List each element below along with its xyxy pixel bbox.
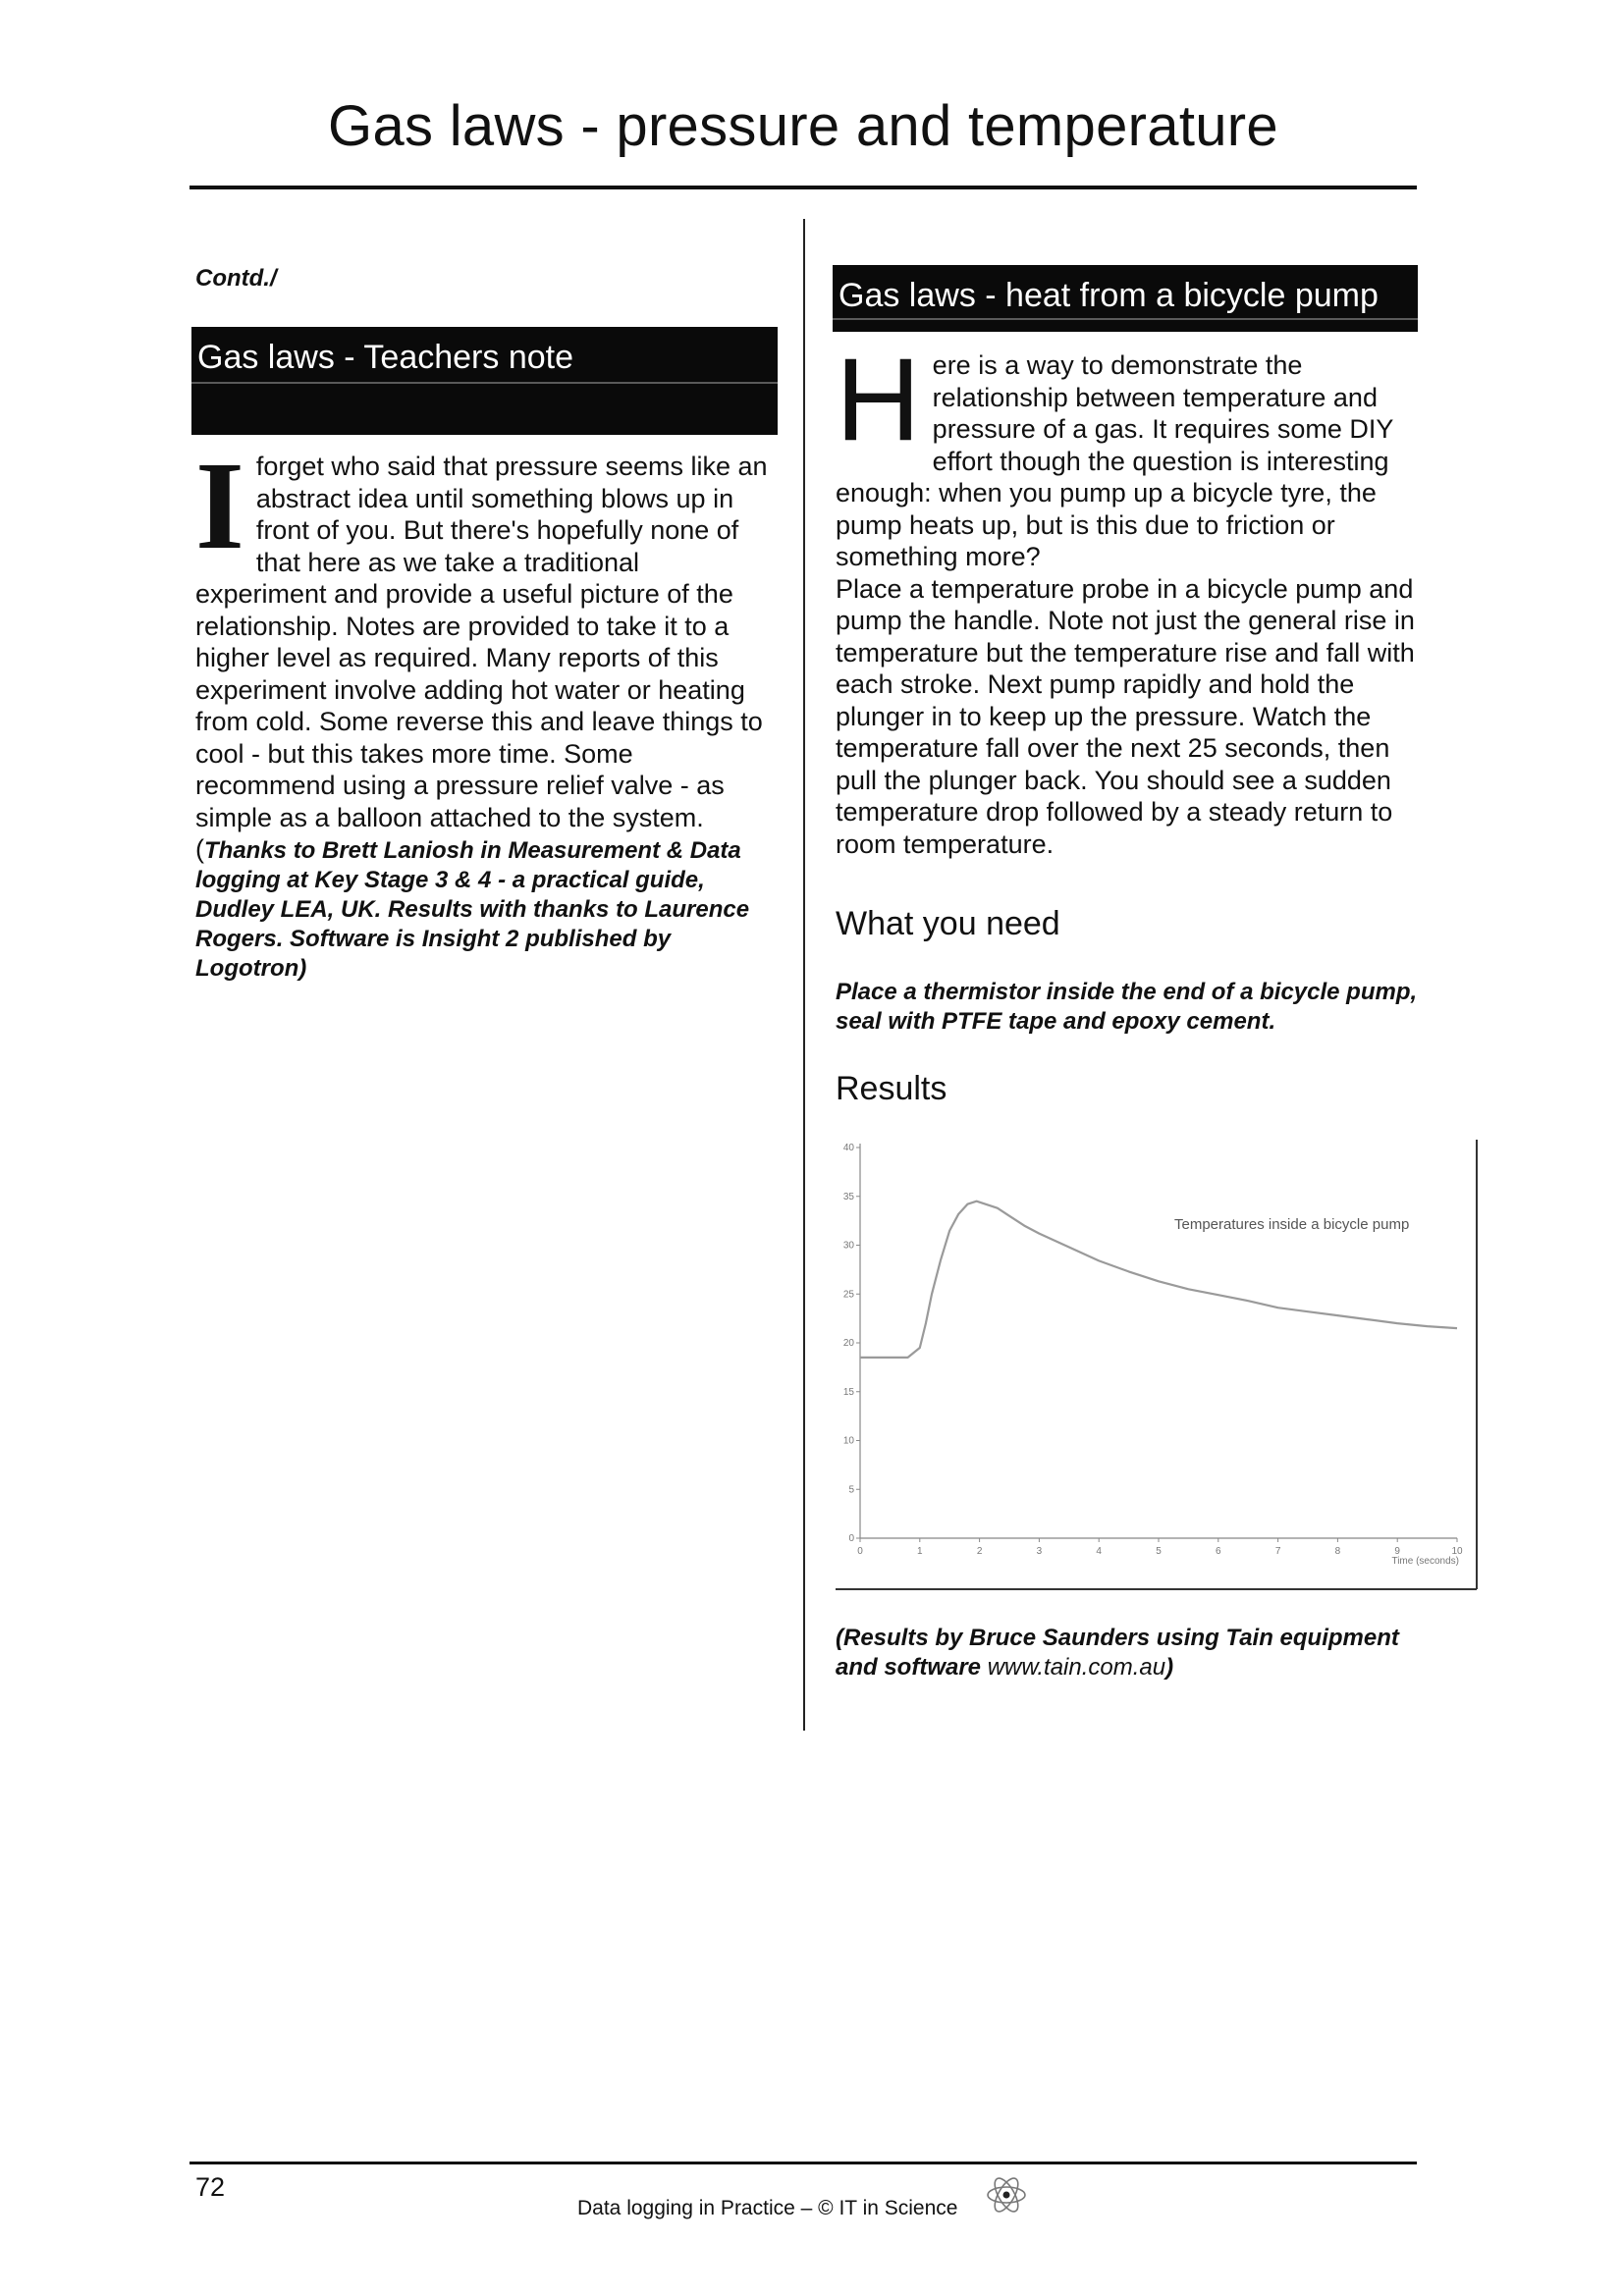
page-number: 72: [195, 2172, 226, 2202]
temperature-chart: [836, 1140, 1480, 1591]
title-rule: [189, 186, 1417, 189]
results-close-paren: ): [1165, 1654, 1174, 1681]
x-tick-label: 0: [857, 1546, 863, 1557]
section-title: Gas laws - heat from a bicycle pump: [839, 277, 1379, 314]
x-tick-label: 9: [1394, 1546, 1400, 1557]
results-credit-text: (Results by Bruce Saunders using Tain equipment and software: [836, 1625, 1399, 1681]
y-tick-label: 30: [842, 1240, 854, 1252]
bicycle-pump-body: [836, 334, 1417, 860]
x-tick-label: 10: [1451, 1546, 1463, 1557]
y-tick-label: 20: [842, 1338, 854, 1349]
y-tick-label: 35: [842, 1191, 854, 1202]
x-tick-label: 7: [1274, 1546, 1281, 1557]
results-credit: [836, 1624, 1425, 1682]
x-tick-label: 1: [917, 1546, 923, 1557]
x-tick-label: 4: [1096, 1546, 1102, 1557]
what-you-need-heading: What you need: [836, 905, 1060, 942]
teachers-note-credit: [195, 834, 784, 984]
column-divider: [803, 219, 805, 1731]
drop-cap: I: [195, 436, 244, 575]
credit-open-paren: (: [195, 834, 204, 864]
chart-title: Temperatures inside a bicycle pump: [1174, 1216, 1410, 1233]
teachers-note-header: [191, 327, 778, 435]
bicycle-pump-header: [833, 265, 1418, 332]
x-axis-label: Time (seconds): [1391, 1556, 1459, 1567]
section-title: Gas laws - Teachers note: [197, 339, 573, 376]
header-divider: [191, 382, 778, 384]
results-url[interactable]: www.tain.com.au: [987, 1654, 1166, 1681]
page-title: Gas laws - pressure and temperature: [328, 94, 1278, 158]
teachers-note-text: forget who said that pressure seems like an abstract idea until something blows up in front of you. But there's hopefully none of that here as we take a traditional experiment and provide a useful picture of the relationship. Notes are provided to take it to a higher level as required. Many reports of this experiment involve adding hot water or heating from cold. Some reverse this and leave things to cool - but this takes more time. Some recommend using a pressure relief valve - as simple as a balloon attached to the system.: [195, 452, 768, 832]
footer-text: Data logging in Practice – © IT in Science: [577, 2197, 958, 2219]
y-tick-label: 40: [842, 1143, 854, 1153]
x-tick-label: 8: [1334, 1546, 1341, 1557]
teachers-note-body: [195, 436, 778, 833]
what-you-need-text: Place a thermistor inside the end of a bicycle pump, seal with PTFE tape and epoxy cement.: [836, 979, 1418, 1035]
y-tick-label: 0: [848, 1533, 854, 1544]
credit-text: Thanks to Brett Laniosh in Measurement & Data logging at Key Stage 3 & 4 - a practical guide, Dudley LEA, UK. Results with thanks to Laurence Rogers. Software is Insight 2 published by Logotron): [195, 837, 750, 982]
x-tick-label: 6: [1216, 1546, 1221, 1557]
atom-icon: [985, 2171, 1028, 2218]
y-tick-label: 25: [842, 1289, 854, 1301]
continued-label: Contd./: [195, 265, 277, 292]
y-tick-label: 5: [848, 1484, 854, 1496]
results-heading: Results: [836, 1070, 947, 1107]
x-tick-label: 2: [976, 1546, 983, 1557]
x-tick-label: 3: [1036, 1546, 1043, 1557]
chart-svg: [836, 1140, 1480, 1591]
y-tick-label: 10: [842, 1435, 854, 1447]
footer-rule: [189, 2162, 1417, 2164]
x-tick-label: 5: [1156, 1546, 1162, 1557]
method-text: Place a temperature probe in a bicycle pump and pump the handle. Note not just the general rise in temperature but the temperature rise and fall with each stroke. Next pump rapidly and hold the plunger in to keep up the pressure. Watch the temperature fall over the next 25 seconds, then pull the plunger back. You should see a sudden temperature drop followed by a steady return to room temperature.: [836, 573, 1415, 859]
intro-text: ere is a way to demonstrate the relationship between temperature and pressure of a gas. It requires some DIY effort though the question is interesting enough: when you pump up a bicycle tyre, the pump heats up, but is this due to friction or something more?: [836, 350, 1393, 571]
y-tick-label: 15: [842, 1386, 854, 1398]
drop-cap: H: [836, 334, 921, 465]
header-divider: [833, 318, 1418, 320]
